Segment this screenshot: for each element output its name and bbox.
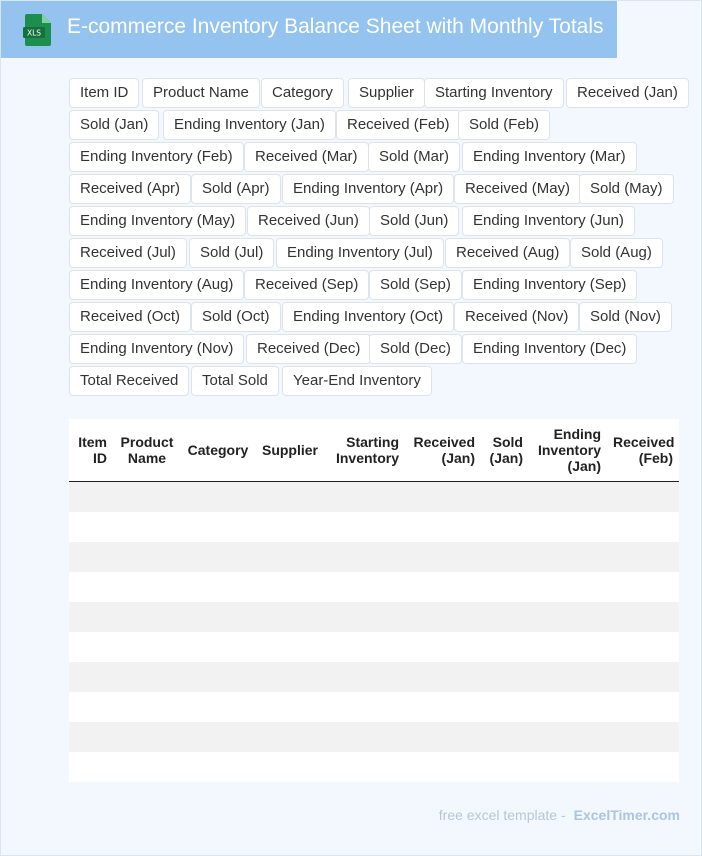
table-cell[interactable]: [405, 572, 481, 602]
table-cell[interactable]: [113, 632, 181, 662]
column-chip[interactable]: Product Name: [142, 78, 260, 108]
table-row: [69, 542, 679, 572]
table-row: [69, 632, 679, 662]
svg-text:XLS: XLS: [26, 28, 42, 38]
table-cell[interactable]: [405, 512, 481, 542]
table-cell[interactable]: [181, 572, 255, 602]
table-cell[interactable]: [481, 572, 529, 602]
column-chip[interactable]: Received (Apr): [69, 174, 191, 204]
column-chip[interactable]: Sold (Sep): [369, 270, 462, 300]
table-cell[interactable]: [481, 542, 529, 572]
table-cell[interactable]: [607, 752, 679, 782]
table-row: [69, 482, 679, 513]
table-cell[interactable]: [181, 662, 255, 692]
column-chip[interactable]: Ending Inventory (May): [69, 206, 246, 236]
table-cell[interactable]: [481, 692, 529, 722]
table-cell[interactable]: [69, 512, 113, 542]
column-chip[interactable]: Sold (Apr): [191, 174, 281, 204]
table-cell[interactable]: [113, 752, 181, 782]
table-cell[interactable]: [255, 482, 325, 513]
table-cell[interactable]: [607, 632, 679, 662]
table-cell[interactable]: [113, 542, 181, 572]
column-header[interactable]: Received (Feb): [607, 419, 679, 482]
column-chip[interactable]: Ending Inventory (Oct): [282, 302, 454, 332]
table-cell[interactable]: [69, 602, 113, 632]
column-chip[interactable]: Category: [261, 78, 344, 108]
table-cell[interactable]: [255, 692, 325, 722]
table-cell[interactable]: [113, 662, 181, 692]
table-cell[interactable]: [325, 692, 405, 722]
table-cell[interactable]: [607, 512, 679, 542]
table-cell[interactable]: [325, 662, 405, 692]
table-cell[interactable]: [255, 572, 325, 602]
table-cell[interactable]: [255, 632, 325, 662]
table-cell[interactable]: [255, 752, 325, 782]
table-cell[interactable]: [529, 752, 607, 782]
column-chip[interactable]: Received (Sep): [244, 270, 369, 300]
table-cell[interactable]: [529, 482, 607, 513]
column-chip[interactable]: Ending Inventory (Nov): [69, 334, 244, 364]
column-chip[interactable]: Supplier: [348, 78, 425, 108]
column-header[interactable]: Category: [181, 419, 255, 482]
table-cell[interactable]: [405, 542, 481, 572]
column-header[interactable]: Item ID: [69, 419, 113, 482]
column-chip[interactable]: Received (May): [454, 174, 581, 204]
column-header[interactable]: Received (Jan): [405, 419, 481, 482]
column-chip[interactable]: Sold (Jun): [369, 206, 459, 236]
table-cell[interactable]: [255, 512, 325, 542]
column-chip[interactable]: Total Sold: [191, 366, 279, 396]
table-cell[interactable]: [181, 632, 255, 662]
column-header[interactable]: Product Name: [113, 419, 181, 482]
table-cell[interactable]: [113, 572, 181, 602]
footer-brand-link[interactable]: ExcelTimer.com: [573, 807, 680, 823]
table-cell[interactable]: [69, 692, 113, 722]
column-chip[interactable]: Total Received: [69, 366, 189, 396]
column-chip[interactable]: Received (Dec): [246, 334, 371, 364]
column-chip[interactable]: Sold (Mar): [368, 142, 460, 172]
table-row: [69, 692, 679, 722]
table-cell[interactable]: [529, 512, 607, 542]
table-cell[interactable]: [255, 542, 325, 572]
table-cell[interactable]: [405, 662, 481, 692]
table-cell[interactable]: [607, 602, 679, 632]
column-chip[interactable]: Received (Feb): [336, 110, 461, 140]
table-cell[interactable]: [255, 722, 325, 752]
table-cell[interactable]: [529, 542, 607, 572]
table-cell[interactable]: [607, 572, 679, 602]
excel-file-icon: [23, 14, 51, 46]
table-cell[interactable]: [405, 482, 481, 513]
table-cell[interactable]: [69, 542, 113, 572]
table-cell[interactable]: [181, 722, 255, 752]
table-cell[interactable]: [529, 572, 607, 602]
column-chip[interactable]: Starting Inventory: [424, 78, 564, 108]
table-cell[interactable]: [481, 662, 529, 692]
table-row: [69, 722, 679, 752]
table-row: [69, 752, 679, 782]
table-cell[interactable]: [529, 632, 607, 662]
table-cell[interactable]: [181, 482, 255, 513]
table-cell[interactable]: [113, 692, 181, 722]
table-cell[interactable]: [607, 542, 679, 572]
table-cell[interactable]: [255, 602, 325, 632]
column-chip[interactable]: Ending Inventory (Jul): [276, 238, 444, 268]
table-cell[interactable]: [69, 752, 113, 782]
footer-credit: [439, 807, 680, 823]
column-chip[interactable]: Ending Inventory (Aug): [69, 270, 244, 300]
data-table: [69, 419, 679, 782]
table-cell[interactable]: [481, 752, 529, 782]
table-cell[interactable]: [325, 542, 405, 572]
table-cell[interactable]: [181, 542, 255, 572]
table-cell[interactable]: [325, 482, 405, 513]
table-header-row: [69, 419, 679, 482]
column-header[interactable]: Sold (Jan): [481, 419, 529, 482]
column-chip[interactable]: Received (Oct): [69, 302, 191, 332]
table-cell[interactable]: [405, 722, 481, 752]
table-cell[interactable]: [181, 602, 255, 632]
table-cell[interactable]: [325, 632, 405, 662]
column-chip[interactable]: Ending Inventory (Jun): [462, 206, 635, 236]
table-cell[interactable]: [325, 512, 405, 542]
table-row: [69, 602, 679, 632]
table-cell[interactable]: [69, 662, 113, 692]
column-chip[interactable]: Sold (Nov): [579, 302, 672, 332]
column-header[interactable]: Starting Inventory: [325, 419, 405, 482]
table-cell[interactable]: [405, 632, 481, 662]
table-cell[interactable]: [607, 482, 679, 513]
table-row: [69, 572, 679, 602]
column-chip[interactable]: Ending Inventory (Dec): [462, 334, 637, 364]
data-table-container: [69, 419, 679, 781]
column-chip[interactable]: Sold (Jul): [189, 238, 274, 268]
column-chip[interactable]: Received (Jul): [69, 238, 187, 268]
table-cell[interactable]: [69, 482, 113, 513]
column-chip[interactable]: Received (Jun): [247, 206, 370, 236]
column-chip[interactable]: Sold (May): [579, 174, 674, 204]
column-chip[interactable]: Received (Jan): [566, 78, 689, 108]
column-chip[interactable]: Sold (Dec): [369, 334, 462, 364]
table-cell[interactable]: [69, 722, 113, 752]
table-cell[interactable]: [607, 662, 679, 692]
table-cell[interactable]: [181, 752, 255, 782]
table-cell[interactable]: [405, 752, 481, 782]
page-title: E-commerce Inventory Balance Sheet with Monthly Totals: [67, 15, 604, 38]
table-cell[interactable]: [325, 752, 405, 782]
column-chip[interactable]: Received (Mar): [244, 142, 369, 172]
table-cell[interactable]: [325, 602, 405, 632]
column-chip[interactable]: Year-End Inventory: [282, 366, 432, 396]
table-cell[interactable]: [529, 722, 607, 752]
table-cell[interactable]: [481, 482, 529, 513]
column-header[interactable]: Supplier: [255, 419, 325, 482]
table-cell[interactable]: [405, 602, 481, 632]
table-cell[interactable]: [325, 572, 405, 602]
table-cell[interactable]: [481, 602, 529, 632]
table-cell[interactable]: [529, 602, 607, 632]
column-chip[interactable]: Received (Aug): [445, 238, 570, 268]
table-cell[interactable]: [69, 632, 113, 662]
table-row: [69, 512, 679, 542]
table-cell[interactable]: [255, 662, 325, 692]
column-chip[interactable]: Ending Inventory (Jan): [163, 110, 336, 140]
table-cell[interactable]: [69, 572, 113, 602]
column-header[interactable]: Ending Inventory (Jan): [529, 419, 607, 482]
table-cell[interactable]: [607, 692, 679, 722]
table-cell[interactable]: [181, 512, 255, 542]
column-chip[interactable]: Ending Inventory (Feb): [69, 142, 244, 172]
table-cell[interactable]: [325, 722, 405, 752]
table-cell[interactable]: [113, 602, 181, 632]
header-banner: [1, 1, 617, 58]
table-cell[interactable]: [113, 482, 181, 513]
table-cell[interactable]: [113, 722, 181, 752]
column-chip[interactable]: Sold (Feb): [458, 110, 550, 140]
column-chip[interactable]: Received (Nov): [454, 302, 579, 332]
column-chip[interactable]: Ending Inventory (Mar): [462, 142, 637, 172]
column-chip[interactable]: Item ID: [69, 78, 139, 108]
footer-text: free excel template -: [438, 807, 566, 823]
table-cell[interactable]: [481, 632, 529, 662]
table-cell[interactable]: [481, 512, 529, 542]
table-cell[interactable]: [181, 692, 255, 722]
column-chip[interactable]: Ending Inventory (Apr): [282, 174, 454, 204]
table-cell[interactable]: [529, 692, 607, 722]
column-chip[interactable]: Sold (Oct): [191, 302, 281, 332]
column-chip[interactable]: Sold (Jan): [69, 110, 159, 140]
column-chip[interactable]: Ending Inventory (Sep): [462, 270, 637, 300]
column-chip[interactable]: Sold (Aug): [570, 238, 663, 268]
table-row: [69, 662, 679, 692]
table-cell[interactable]: [607, 722, 679, 752]
table-cell[interactable]: [481, 722, 529, 752]
table-cell[interactable]: [113, 512, 181, 542]
table-cell[interactable]: [405, 692, 481, 722]
table-cell[interactable]: [529, 662, 607, 692]
